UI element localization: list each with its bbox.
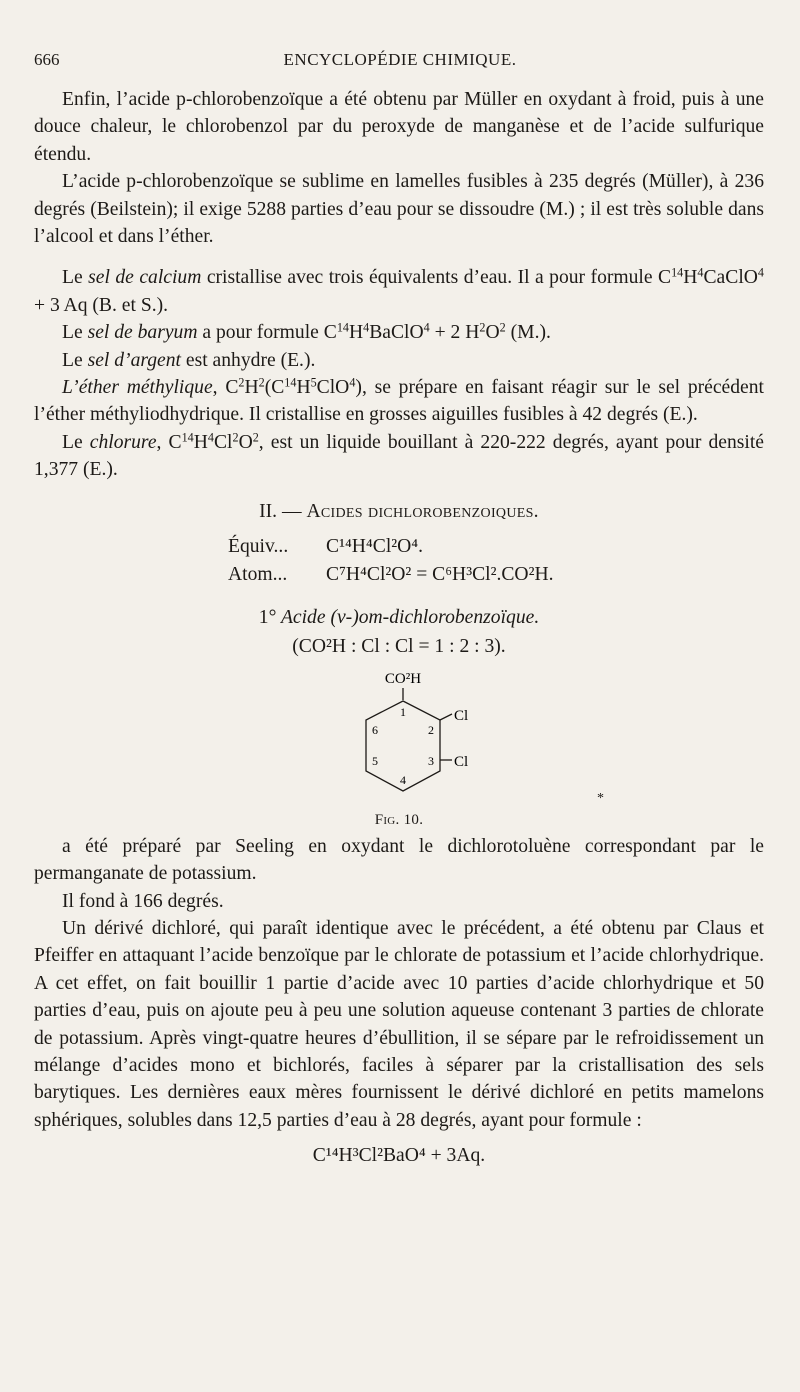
running-title: ENCYCLOPÉDIE CHIMIQUE. [283, 50, 517, 69]
paragraph-chlorure: Le chlorure, $C^{14}H^4Cl^2O^2$, est un liquide bouillant à 220-222 degrés, ayant pour densité 1,377 (E.). [34, 430, 764, 481]
paragraph-seeling: a été préparé par Seeling en oxydant le dichlorotoluène correspondant par le permanganate de potassium. [34, 835, 764, 885]
paragraph-2: L’acide p-chlorobenzoïque se sublime en lamelles fusibles à 235 degrés (Müller), à 236 degrés (Beilstein); il exige 5288 parties d’eau pour se dissoudre (M.) ; il est très soluble dans l’alcool et dans l’éther. [34, 171, 764, 248]
benzene-ring-diagram [300, 667, 510, 807]
paragraph-sel-calcium: Le sel de calcium cristallise avec trois équivalents d’eau. Il a pour formule $C^{14}H^4CaClO^4 + 3$ Aq (B. et S.). [34, 265, 764, 316]
bond-cl-2 [440, 714, 452, 720]
final-formula: C¹⁴H³Cl²BaO⁴ + 3Aq. [312, 1145, 486, 1167]
position-4: 4 [400, 772, 406, 787]
equiv-row: Équiv... C¹⁴H⁴Cl²O⁴. [228, 536, 424, 558]
paragraph-1: Enfin, l’acide p-chlorobenzoïque a été obtenu par Müller en oxydant à froid, puis à une douce chaleur, le chlorobenzol par du peroxyde de manganèse et de l’acide sulfurique étendu. [34, 89, 764, 165]
position-2: 2 [428, 722, 434, 737]
label-cl-3: Cl [454, 753, 469, 770]
position-5: 5 [372, 753, 378, 768]
label-cl-2: Cl [454, 707, 469, 724]
paragraph-melting-point: Il fond à 166 degrés. [62, 890, 224, 912]
formula-table [228, 533, 764, 588]
page-number: 666 [34, 50, 60, 69]
substitution-formula: (CO²H : Cl : Cl = 1 : 2 : 3). [292, 636, 506, 658]
benzene-ring-figure [34, 667, 764, 833]
term-chlorure: chlorure [89, 431, 157, 453]
term-sel-argent: sel d’argent [87, 349, 181, 371]
label-co2h: CO²H [384, 670, 422, 687]
subsection-heading: 1° Acide (v-)om-dichlorobenzoïque. [258, 606, 540, 628]
paragraph-sel-baryum: Le sel de baryum a pour formule $C^{14}H^4BaClO^4 + 2$ $H^2O^2$ (M.). [62, 320, 551, 344]
position-3: 3 [428, 753, 434, 768]
figure-mark: * [597, 790, 604, 806]
paragraph-ether-methylique: L’éther méthylique, $C^2H^2(C^{14}H^5ClO^4)$, se prépare en faisant réagir sur le sel précédent l’éther méthyliodhydrique. Il cristallise en grosses aiguilles fusibles à 42 degrés (E.). [34, 375, 764, 426]
position-1: 1 [400, 704, 406, 719]
page-body [34, 86, 764, 1170]
paragraph-claus-pfeiffer: Un dérivé dichloré, qui paraît identique avec le précédent, a été obtenu par Claus et Pfeiffer en attaquant l’acide benzoïque par le chlorate de potassium et l’acide chlorhydrique. A cet effet, on fait bouillir 1 partie d’acide avec 10 parties d’acide chlorhydrique et 50 parties d’eau, puis on ajoute peu à peu une solution aqueuse contenant 3 parties de chlorate de potassium. Après vingt-quatre heures d’ébullition, il se sépare par le refroidissement un mélange d’acides mono et bichlorés, faciles à séparer par la cristallisation des sels barytiques. Les dernières eaux mères fournissent le dérivé dichloré en petits mamelons sphériques, solubles dans 12,5 parties d’eau à 28 degrés, ayant pour formule : [34, 917, 764, 1131]
term-ether-methylique: L’éther méthylique [62, 377, 213, 399]
position-6: 6 [372, 722, 378, 737]
figure-caption: Fig. 10. [374, 811, 424, 828]
running-header [34, 50, 766, 80]
atom-row: Atom... C⁷H⁴Cl²O² = C⁶H³Cl².CO²H. [228, 563, 554, 585]
section-heading: II. — Acides dichlorobenzoiques. [259, 500, 539, 522]
term-sel-baryum: sel de baryum [87, 322, 198, 344]
term-sel-calcium: sel de calcium [88, 267, 202, 289]
paragraph-sel-argent: Le sel d’argent est anhydre (E.). [62, 349, 316, 371]
